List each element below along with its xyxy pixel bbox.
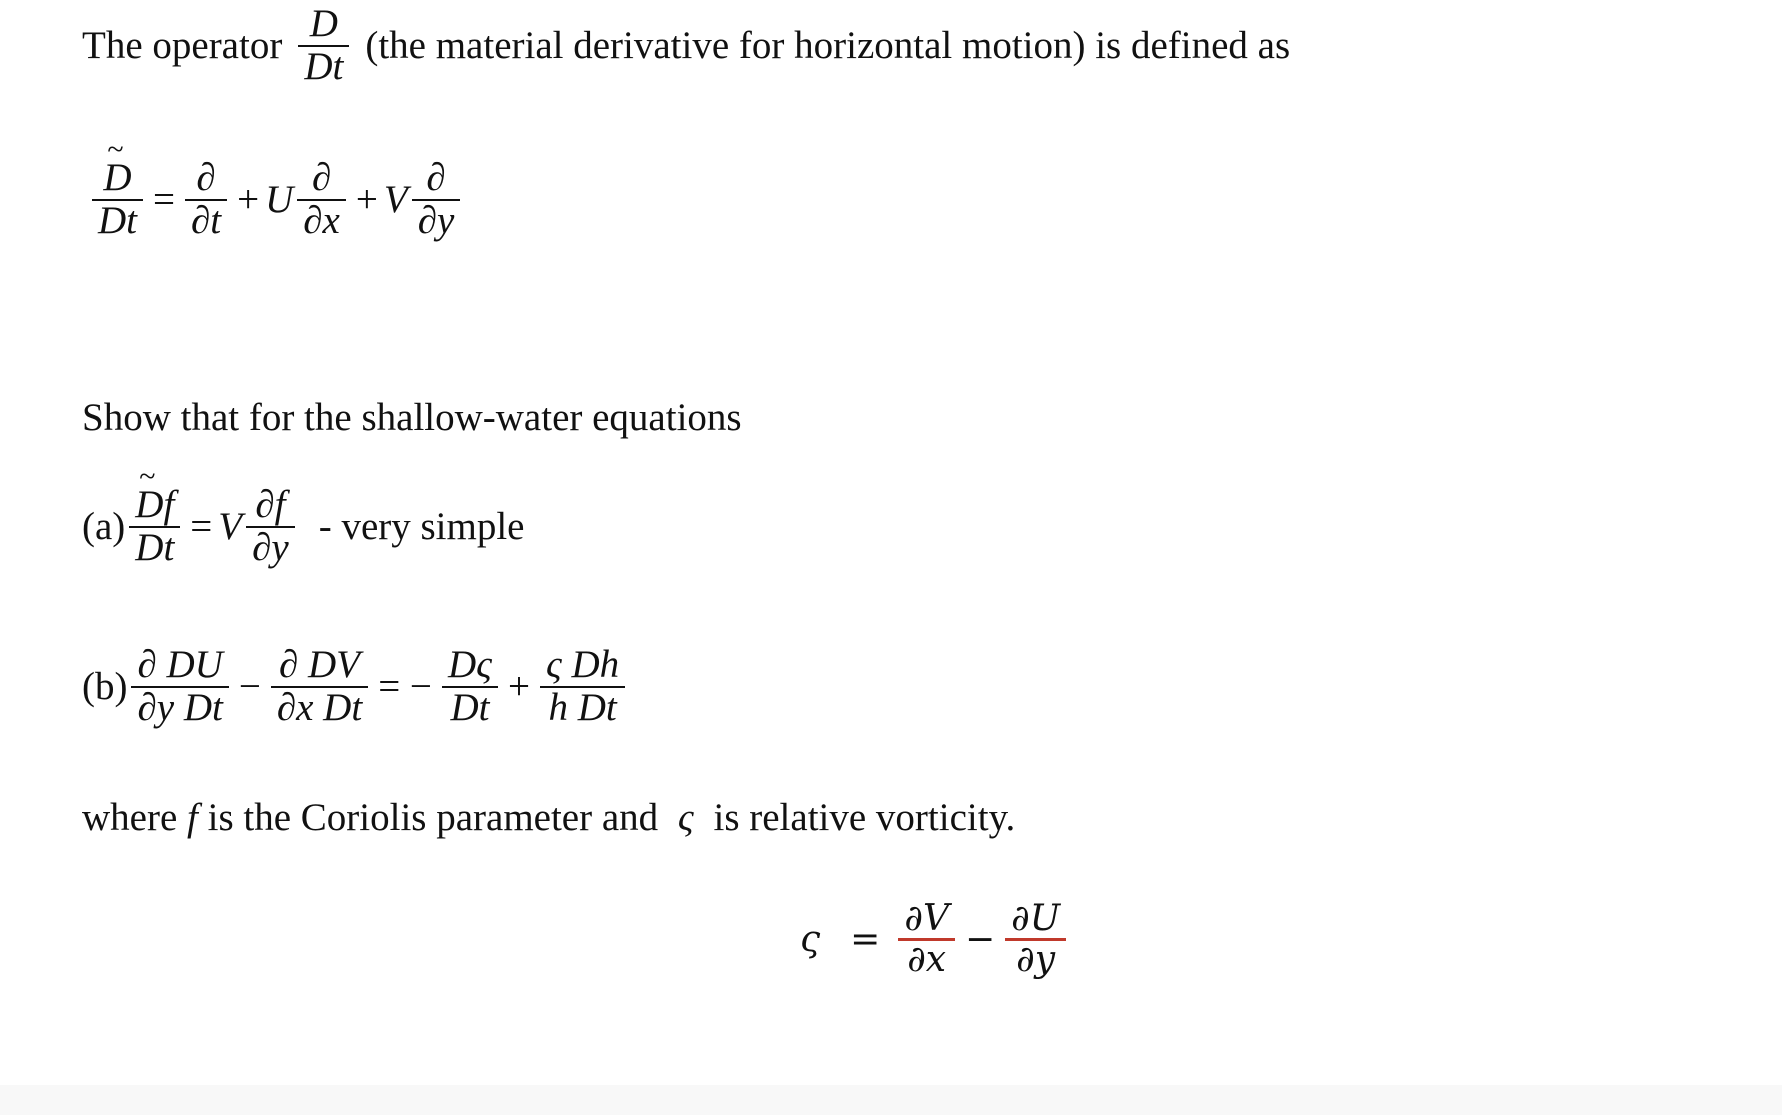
vorticity-d1: ∂x bbox=[907, 938, 947, 980]
part-a-note: - very simple bbox=[318, 505, 525, 549]
eq1-U: U bbox=[265, 178, 294, 222]
definition-equation bbox=[88, 158, 464, 242]
part-b-t1-den: ∂y Dt bbox=[137, 685, 223, 729]
part-a-rnum: ∂f bbox=[255, 483, 286, 526]
part-a-V: V bbox=[218, 505, 243, 549]
intro-line bbox=[82, 4, 1290, 88]
eq1-dt: ∂t bbox=[191, 198, 222, 242]
where-f: f bbox=[187, 796, 198, 839]
eq1-d3: ∂ bbox=[426, 156, 446, 199]
where-b: is the Coriolis parameter and bbox=[207, 796, 659, 839]
part-b-t4-num: ς Dh bbox=[545, 643, 620, 686]
part-b-t3-num: Dς bbox=[447, 643, 492, 686]
part-b-minus: − bbox=[238, 665, 261, 709]
eq1-V: V bbox=[383, 178, 408, 222]
part-a-equation bbox=[82, 485, 525, 569]
vorticity-zeta: ς bbox=[800, 918, 821, 960]
vorticity-n2: ∂U bbox=[1011, 898, 1061, 939]
vorticity-minus: − bbox=[964, 918, 996, 960]
part-b-label: (b) bbox=[82, 665, 128, 709]
eq1-lhs-den: Dt bbox=[98, 198, 137, 242]
where-line bbox=[82, 795, 1015, 840]
eq1-equals: = bbox=[153, 178, 175, 222]
eq1-plus2: + bbox=[355, 178, 378, 222]
part-b-t1-num: ∂ DU bbox=[137, 643, 223, 686]
part-a-rden: ∂y bbox=[252, 525, 289, 569]
where-zeta: ς bbox=[677, 796, 694, 839]
eq1-lhs-num: ~ D bbox=[103, 158, 131, 199]
operator-fraction bbox=[298, 4, 349, 88]
vorticity-equals: = bbox=[850, 918, 881, 960]
where-c: is relative vorticity. bbox=[713, 796, 1016, 839]
vorticity-equation bbox=[800, 900, 1070, 979]
eq1-d1: ∂ bbox=[196, 156, 216, 199]
eq1-d2: ∂ bbox=[311, 156, 332, 199]
where-a: where bbox=[82, 796, 178, 839]
intro-prefix: The operator bbox=[82, 24, 283, 68]
eq1-dy: ∂y bbox=[417, 198, 455, 242]
eq1-plus1: + bbox=[237, 178, 260, 222]
vorticity-d2: ∂y bbox=[1016, 938, 1056, 980]
part-a-num: ~ Df bbox=[135, 485, 174, 526]
part-b-t4-den: h Dt bbox=[548, 685, 617, 729]
intro-suffix: (the material derivative for horizontal motion) is defined as bbox=[365, 24, 1291, 68]
page-footer-strip bbox=[0, 1085, 1782, 1115]
part-b-t3-den: Dt bbox=[450, 685, 490, 729]
operator-num: ~ D bbox=[310, 4, 338, 45]
part-b-t2-den: ∂x Dt bbox=[276, 685, 363, 729]
part-a-equals: = bbox=[190, 505, 213, 549]
operator-den: Dt bbox=[304, 44, 344, 88]
part-b-equation bbox=[82, 645, 629, 729]
part-a-den: Dt bbox=[135, 525, 175, 569]
vorticity-n1: ∂V bbox=[904, 898, 949, 939]
part-b-plus: + bbox=[507, 665, 530, 709]
part-a-label: (a) bbox=[82, 505, 126, 549]
part-b-t2-num: ∂ DV bbox=[279, 643, 361, 686]
show-heading: Show that for the shallow-water equations bbox=[82, 396, 742, 439]
part-b-equals: = − bbox=[378, 665, 432, 709]
eq1-dx: ∂x bbox=[303, 198, 340, 242]
